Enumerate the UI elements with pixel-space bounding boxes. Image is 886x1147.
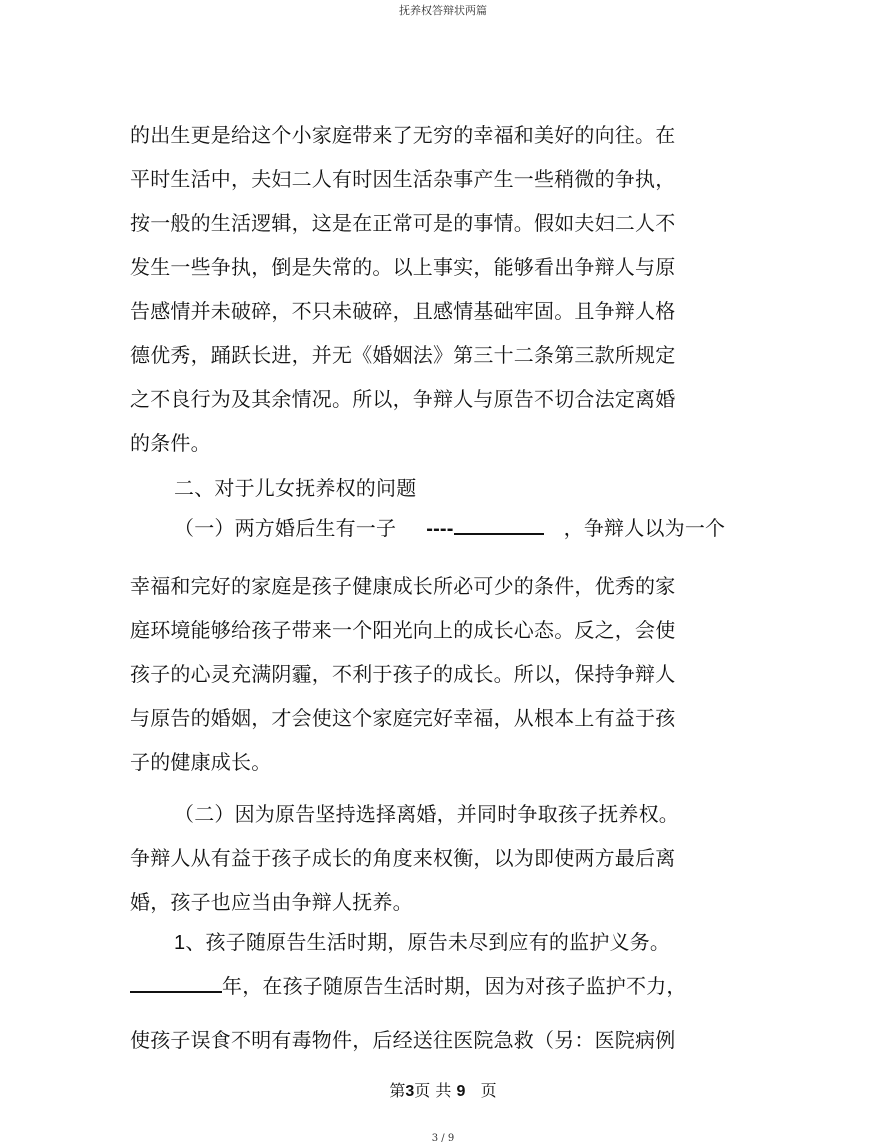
year-blank — [130, 973, 222, 993]
footer-pre: 第 — [389, 1081, 406, 1100]
item-1-line — [174, 929, 670, 956]
body-line: 孩子的心灵充满阴霾，不利于孩子的成长。所以，保持争辩人 — [130, 662, 676, 686]
year-line-text: 年，在孩子随原告生活时期，因为对孩子监护不力， — [222, 974, 687, 998]
body-line: 幸福和完好的家庭是孩子健康成长所必可少的条件，优秀的家 — [130, 574, 676, 598]
footer-post: 页 — [480, 1081, 497, 1100]
footer-mid: 页 共 — [414, 1081, 452, 1100]
footer-total-pages: 9 — [456, 1083, 466, 1100]
body-line: 婚，孩子也应当由争辩人抚养。 — [130, 890, 413, 914]
body-line: 德优秀，踊跃长进，并无《婚姻法》第三十二条第三款所规定 — [130, 343, 676, 367]
body-line: 平时生活中，夫妇二人有时因生活杂事产生一些稍微的争执， — [130, 167, 676, 191]
body-line: 子的健康成长。 — [130, 750, 272, 774]
dash-marks: ---- — [426, 518, 454, 540]
body-line: 庭环境能够给孩子带来一个阳光向上的成长心态。反之，会使 — [130, 618, 676, 642]
body-line: 的条件。 — [130, 431, 211, 455]
body-line: 争辩人从有益于孩子成长的角度来权衡，以为即使两方最后离 — [130, 846, 676, 870]
footer-page-number: 3 — [405, 1083, 415, 1100]
subsection-line-1 — [174, 515, 725, 542]
pager-indicator: 3 / 9 — [431, 1133, 455, 1144]
subsection-prefix: （一）两方婚后生有一子 — [174, 516, 397, 540]
body-line: 告感情并未破碎，不只未破碎，且感情基础牢固。且争辩人格 — [130, 299, 676, 323]
year-line — [130, 973, 687, 999]
subsection-suffix: ，争辩人以为一个 — [563, 516, 726, 540]
item-text: 、孩子随原告生活时期，原告未尽到应有的监护义务。 — [185, 930, 671, 954]
body-line: 按一般的生活逻辑，这是在正常可是的事情。假如夫妇二人不 — [130, 211, 676, 235]
fill-blank — [454, 515, 544, 535]
body-line: 的出生更是给这个小家庭带来了无穷的幸福和美好的向往。在 — [130, 123, 676, 147]
subsection-line-2: （二）因为原告坚持选择离婚，并同时争取孩子抚养权。 — [174, 802, 679, 826]
body-line: 之不良行为及其余情况。所以，争辩人与原告不切合法定离婚 — [130, 387, 676, 411]
body-line: 与原告的婚姻，才会使这个家庭完好幸福，从根本上有益于孩 — [130, 706, 676, 730]
body-line: 发生一些争执，倒是失常的。以上事实，能够看出争辩人与原 — [130, 255, 676, 279]
document-header-title: 抚养权答辩状两篇 — [399, 4, 487, 17]
body-line: 使孩子误食不明有毒物件，后经送往医院急救（另：医院病例 — [130, 1028, 676, 1052]
item-number: 1 — [174, 932, 186, 954]
page-footer — [0, 1078, 886, 1101]
section-heading: 二、对于儿女抚养权的问题 — [174, 476, 417, 500]
